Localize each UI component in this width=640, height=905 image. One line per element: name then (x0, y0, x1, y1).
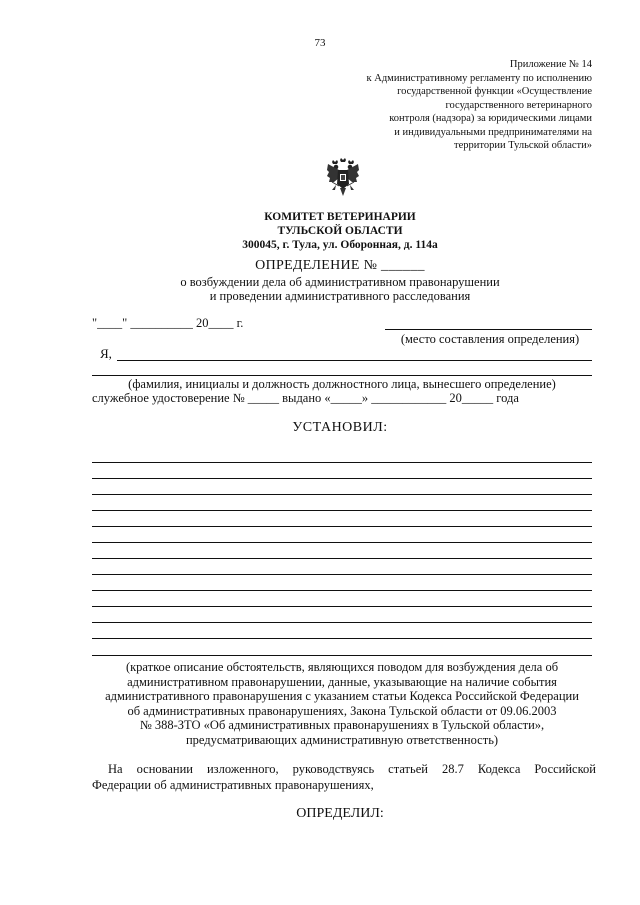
description-field-line[interactable] (92, 542, 592, 543)
ya-label: Я, (100, 346, 112, 361)
appendix-line: государственной функции «Осуществление (397, 86, 592, 97)
document-subtitle (0, 275, 640, 303)
official-name-field-line-2[interactable] (92, 375, 592, 376)
description-caption-line: административном правонарушении, данные, указывающие на наличие события (127, 674, 557, 689)
official-name-field-line[interactable] (117, 360, 592, 361)
description-field-line[interactable] (92, 558, 592, 559)
place-caption: (место составления определения) (400, 332, 580, 346)
description-field-line[interactable] (92, 590, 592, 591)
description-field-line[interactable] (92, 655, 592, 656)
description-caption-line: административного правонарушения с указанием статьи Кодекса Российской Федерации (105, 689, 579, 703)
organization-name-line2: ТУЛЬСКОЙ ОБЛАСТИ (277, 225, 403, 237)
official-caption: (фамилия, инициалы и должность должностного лица, вынесшего определение) (128, 377, 556, 391)
description-caption-line: об административных правонарушениях, Закона Тульской области от 09.06.2003 (127, 703, 557, 718)
description-field-line[interactable] (92, 510, 592, 511)
appendix-line: контроля (надзора) за юридическими лицами (389, 113, 592, 124)
determined-heading: ОПРЕДЕЛИЛ: (296, 806, 384, 821)
date-field[interactable]: "____" __________ 20____ г. (92, 316, 244, 330)
basis-line1: На основании изложенного, руководствуясь статьей 28.7 Кодекса Российской (108, 762, 596, 776)
place-field-line[interactable] (385, 329, 592, 330)
appendix-line: к Административному регламенту по исполнению (366, 72, 592, 84)
description-field-line[interactable] (92, 478, 592, 479)
page-number: 73 (314, 37, 326, 49)
description-field-line[interactable] (92, 606, 592, 607)
appendix-line: и индивидуальными предпринимателями на (394, 126, 592, 138)
description-caption-line: № 388-ЗТО «Об административных правонарушениях в Тульской области», (139, 718, 545, 732)
document-subtitle-line1: о возбуждении дела об административном правонарушении (180, 275, 500, 289)
appendix-line: государственного ветеринарного (445, 99, 592, 111)
appendix-line: Приложение № 14 (509, 59, 592, 70)
organization-address: 300045, г. Тула, ул. Оборонная, д. 114а (242, 239, 438, 251)
description-field-line[interactable] (92, 638, 592, 639)
document-title: ОПРЕДЕЛЕНИЕ № ______ (255, 258, 425, 273)
description-caption (92, 660, 592, 747)
id-certificate-field[interactable]: служебное удостоверение № _____ выдано «_____» ____________ 20_____ года (92, 391, 519, 405)
organization-name-line1: КОМИТЕТ ВЕТЕРИНАРИИ (264, 211, 416, 223)
organization-header (0, 210, 640, 252)
description-field-line[interactable] (92, 462, 592, 463)
document-subtitle-line2: и проведении административного расследования (209, 289, 471, 303)
appendix-line: территории Тульской области» (454, 140, 592, 151)
basis-paragraph (92, 761, 596, 793)
description-caption-line: (краткое описание обстоятельств, являющихся поводом для возбуждения дела об (125, 660, 559, 674)
basis-line2: Федерации об административных правонарушениях, (92, 778, 374, 792)
appendix-note (292, 58, 592, 153)
coat-of-arms-eagle-icon (326, 158, 360, 198)
description-field-line[interactable] (92, 526, 592, 527)
description-field-line[interactable] (92, 494, 592, 495)
description-caption-line: предусматривающих административную ответственность) (185, 732, 499, 747)
established-heading: УСТАНОВИЛ: (292, 420, 388, 435)
description-field-line[interactable] (92, 574, 592, 575)
description-field-line[interactable] (92, 622, 592, 623)
